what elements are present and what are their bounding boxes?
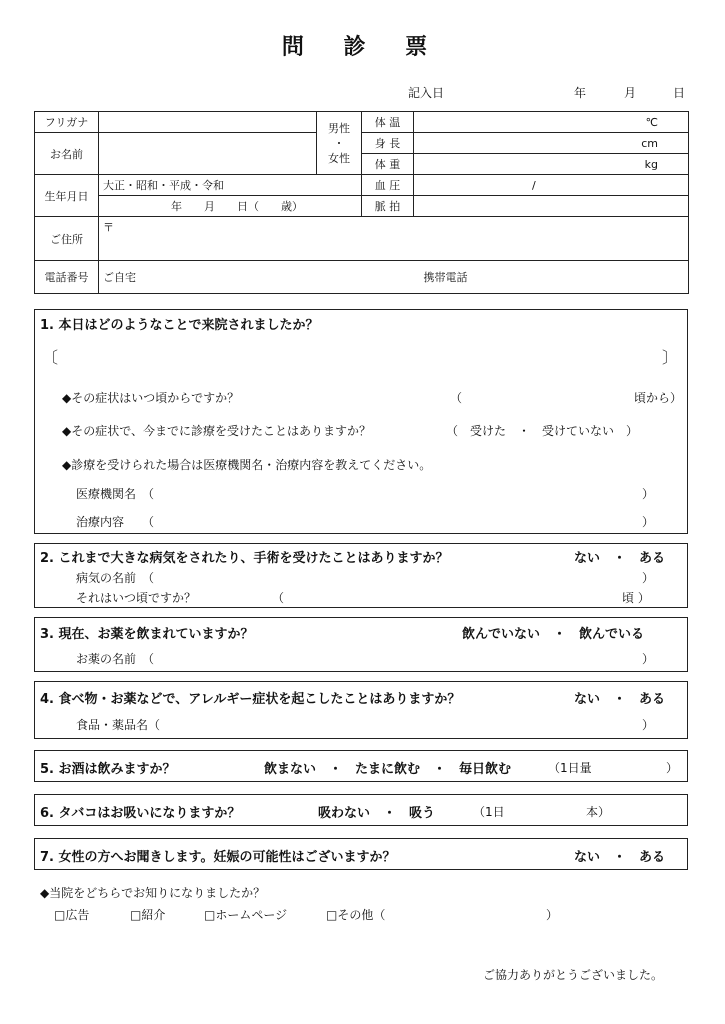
entry-day: 日 [673, 86, 686, 100]
gender-female[interactable]: 女性 [328, 151, 350, 165]
temp-field[interactable] [414, 112, 689, 133]
source-other-close: ） [546, 908, 559, 922]
q1-prior-options[interactable]: （ 受けた ・ 受けていない ） [446, 424, 639, 438]
height-field[interactable] [414, 133, 689, 154]
q1-institution: 医療機関名 （ [76, 487, 155, 501]
q1-since-close: 頃から） [634, 391, 683, 405]
source-option-other[interactable]: □その他（ [326, 908, 386, 922]
q5-title: 5. お酒は飲みますか？ [40, 762, 176, 777]
q2-when-close: 頃 ） [622, 591, 650, 605]
postal-mark: 〒 [103, 221, 114, 234]
q1-prior-question: ◆その症状で、今までに診療を受けたことはありますか？ [62, 424, 371, 438]
q3-title: 3. 現在、お薬を飲まれていますか？ [40, 627, 254, 642]
q3-drug-close: ） [642, 652, 655, 666]
temp-label: 体 温 [362, 112, 414, 133]
source-option-ad[interactable]: □広告 [54, 908, 90, 922]
gender-cell[interactable] [317, 112, 362, 175]
bp-label: 血 圧 [362, 175, 414, 196]
q1-treatment: 治療内容 （ [76, 515, 155, 529]
pulse-label: 脈 拍 [362, 196, 414, 217]
q3-drug: お薬の名前 （ [76, 652, 155, 666]
q4-options[interactable]: ない ・ ある [574, 692, 666, 707]
bp-separator: / [532, 178, 536, 192]
temp-unit: ℃ [645, 115, 658, 129]
mobile-phone-label: 携帯電話 [423, 271, 468, 284]
birth-date-fields[interactable]: 年 月 日（ 歳） [99, 196, 362, 217]
q2-title: 2. これまで大きな病気をされたり、手術を受けたことはありますか？ [40, 551, 449, 566]
gender-male[interactable]: 男性 [328, 121, 350, 135]
q7-title: 7. 女性の方へお聞きします。妊娠の可能性はございますか？ [40, 850, 396, 865]
pulse-field[interactable] [414, 196, 689, 217]
height-unit: cm [641, 136, 658, 150]
address-label: ご住所 [35, 217, 99, 261]
weight-unit: kg [644, 157, 658, 171]
q1-treatment-close: ） [642, 515, 655, 529]
phone-label: 電話番号 [35, 261, 99, 294]
entry-month: 月 [624, 86, 637, 100]
q1-detail-question: ◆診療を受けられた場合は医療機関名・治療内容を教えてください。 [62, 458, 432, 472]
q1-title: 1. 本日はどのようなことで来院されましたか？ [40, 318, 319, 333]
q1-institution-close: ） [642, 487, 655, 501]
q1-bracket-close: 〕 [662, 348, 679, 367]
q1-bracket-open: 〔 [42, 348, 59, 367]
q1-since-open: （ [450, 391, 463, 405]
thanks-text: ご協力ありがとうございました。 [483, 968, 664, 982]
source-question: ◆当院をどちらでお知りになりましたか？ [40, 886, 266, 900]
q4-title: 4. 食べ物・お薬などで、アレルギー症状を起こしたことはありますか？ [40, 692, 461, 707]
q2-options[interactable]: ない ・ ある [574, 551, 666, 566]
q7-options[interactable]: ない ・ ある [574, 850, 666, 865]
bp-field[interactable] [414, 175, 689, 196]
q4-item-close: ） [642, 718, 655, 732]
q2-disease-close: ） [642, 571, 655, 585]
gender-dot: ・ [333, 136, 345, 150]
q5-amount: （1日量 [548, 761, 592, 775]
era-options[interactable]: 大正・昭和・平成・令和 [99, 175, 362, 196]
address-field[interactable] [99, 217, 689, 261]
q2-when-open: （ [272, 591, 285, 605]
q6-amount: （1日 [473, 805, 505, 819]
height-label: 身 長 [362, 133, 414, 154]
q1-since-question: ◆その症状はいつ頃からですか？ [62, 391, 240, 405]
patient-info-table [34, 111, 689, 294]
home-phone-label: ご自宅 [103, 271, 136, 284]
name-field[interactable] [99, 133, 317, 175]
q3-options[interactable]: 飲んでいない ・ 飲んでいる [462, 627, 645, 642]
phone-field[interactable] [99, 261, 689, 294]
q6-options[interactable]: 吸わない ・ 吸う [318, 806, 436, 821]
entry-date-label: 記入日 [408, 86, 445, 100]
entry-year: 年 [574, 86, 587, 100]
weight-field[interactable] [414, 154, 689, 175]
source-option-homepage[interactable]: □ホームページ [204, 908, 288, 922]
q6-title: 6. タバコはお吸いになりますか？ [40, 806, 241, 821]
birth-label: 生年月日 [35, 175, 99, 217]
q5-options[interactable]: 飲まない ・ たまに飲む ・ 毎日飲む [264, 762, 512, 777]
q6-unit: 本） [586, 805, 611, 819]
q4-item: 食品・薬品名（ [76, 718, 161, 732]
weight-label: 体 重 [362, 154, 414, 175]
name-label: お名前 [35, 133, 99, 175]
page-title: 問 診 票 [281, 35, 444, 60]
q5-amount-close: ） [666, 761, 679, 775]
q2-when: それはいつ頃ですか？ [76, 591, 197, 605]
furigana-label: フリガナ [35, 112, 99, 133]
furigana-field[interactable] [99, 112, 317, 133]
source-option-referral[interactable]: □紹介 [130, 908, 166, 922]
q2-disease: 病気の名前 （ [76, 571, 155, 585]
